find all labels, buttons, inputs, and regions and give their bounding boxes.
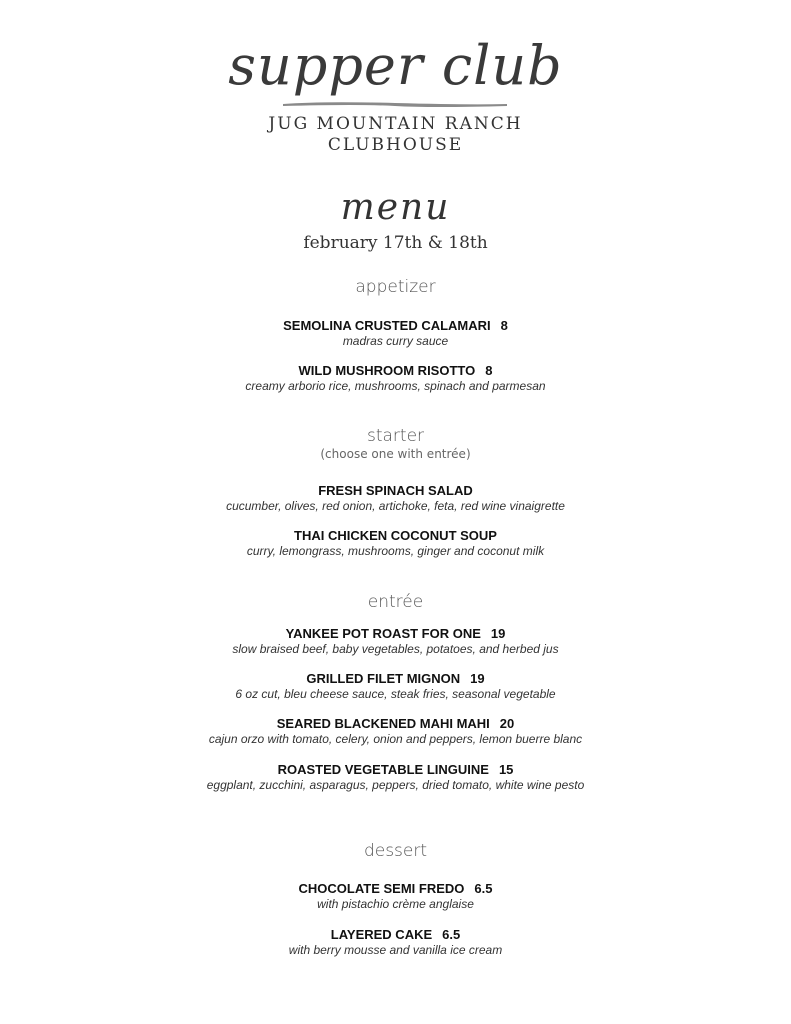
item-price: 6.5 <box>442 927 461 942</box>
menu-item-name <box>0 671 791 687</box>
section-title-starter: starter <box>366 426 425 446</box>
item-name-text: ROASTED VEGETABLE LINGUINE <box>277 762 489 777</box>
menu-item-name <box>0 318 791 334</box>
section-title-entree: entrée <box>367 592 424 612</box>
section-note-starter: (choose one with entrée) <box>320 447 471 461</box>
item-price: 19 <box>470 671 485 686</box>
section-title-appetizer: appetizer <box>355 277 436 297</box>
menu-item-description: creamy arborio rice, mushrooms, spinach and parmesan <box>245 379 546 393</box>
menu-item-description: eggplant, zucchini, asparagus, peppers, dried tomato, white wine pesto <box>206 778 585 792</box>
brush-stroke-divider <box>281 100 509 108</box>
item-price: 19 <box>490 626 506 641</box>
menu-item-description: cucumber, olives, red onion, artichoke, feta, red wine vinaigrette <box>226 499 565 513</box>
item-name-text: SEMOLINA CRUSTED CALAMARI <box>283 318 491 333</box>
menu-item-description: slow braised beef, baby vegetables, potatoes, and herbed jus <box>232 642 559 656</box>
menu-item-description: madras curry sauce <box>342 334 449 348</box>
item-name-text: YANKEE POT ROAST FOR ONE <box>285 626 481 641</box>
menu-item-name <box>0 528 791 544</box>
item-price: 20 <box>499 716 515 731</box>
menu-item-name <box>0 762 791 778</box>
item-name-text: FRESH SPINACH SALAD <box>318 483 473 498</box>
venue-name <box>0 114 791 156</box>
item-name-text: GRILLED FILET MIGNON <box>306 671 461 686</box>
menu-item-description: curry, lemongrass, mushrooms, ginger and coconut milk <box>246 544 545 558</box>
menu-item-name <box>0 626 791 642</box>
item-price: 15 <box>498 762 514 777</box>
item-name-text: LAYERED CAKE <box>330 927 433 942</box>
menu-item-description: with berry mousse and vanilla ice cream <box>288 943 503 957</box>
menu-item-description: with pistachio crème anglaise <box>317 897 474 911</box>
venue-line-1: JUG MOUNTAIN RANCH <box>268 114 523 134</box>
brand-title: supper club <box>228 34 563 97</box>
menu-item-name <box>0 927 791 943</box>
item-price: 8 <box>485 363 493 378</box>
menu-item-name <box>0 483 791 499</box>
menu-item-description: 6 oz cut, bleu cheese sauce, steak fries, seasonal vegetable <box>235 687 556 701</box>
item-name-text: THAI CHICKEN COCONUT SOUP <box>294 528 497 543</box>
item-name-text: WILD MUSHROOM RISOTTO <box>298 363 476 378</box>
menu-item-description: cajun orzo with tomato, celery, onion and peppers, lemon buerre blanc <box>208 732 583 746</box>
menu-title: menu <box>340 187 451 228</box>
item-name-text: CHOCOLATE SEMI FREDO <box>298 881 465 896</box>
menu-item-name <box>0 363 791 379</box>
venue-line-2: CLUBHOUSE <box>327 135 464 155</box>
item-price: 8 <box>500 318 508 333</box>
section-title-dessert: dessert <box>363 841 428 861</box>
item-name-text: SEARED BLACKENED MAHI MAHI <box>276 716 490 731</box>
menu-item-name <box>0 716 791 732</box>
menu-item-name <box>0 881 791 897</box>
item-price: 6.5 <box>474 881 493 896</box>
menu-date: february 17th & 18th <box>303 233 488 253</box>
